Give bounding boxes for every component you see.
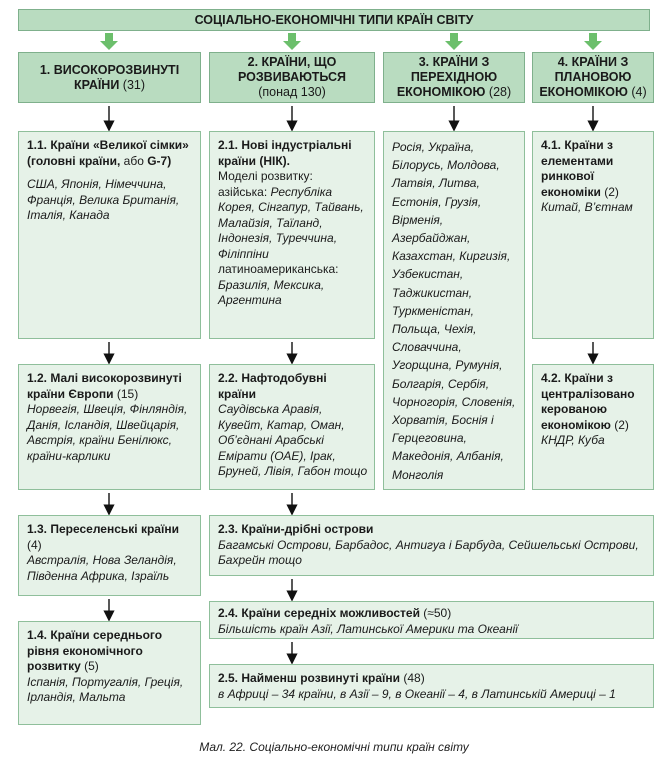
box-countries: в Африці – 34 країни, в Азії – 9, в Океанії – 4, в Латинській Америці – 1 [218, 686, 616, 701]
box-title-connector: або [120, 153, 148, 168]
box-count: (5) [80, 659, 99, 673]
box-title: 1.2. Малі високорозвинуті країни Європи [27, 371, 182, 401]
box-islands [209, 515, 654, 576]
box-transition-countries [383, 131, 525, 490]
box-count: (≈50) [419, 606, 452, 620]
box-oil [209, 364, 375, 490]
box-title: 2.1. Нові індустріальні країни (НІК). [218, 138, 352, 168]
box-title: 1.3. Переселенські країни [27, 522, 179, 536]
box-count: (4) [27, 537, 42, 552]
column-header-planned [532, 52, 654, 103]
column-header-title: 1. ВИСОКОРОЗВИНУТІ КРАЇНИ [39, 62, 180, 92]
box-g7 [18, 131, 201, 339]
figure-caption: Мал. 22. Соціально-економічні типи країн світу [199, 740, 469, 754]
box-models-label: Моделі розвитку: [218, 169, 313, 183]
box-title: 4.2. Країни з централізовано керованою економікою [541, 371, 635, 432]
box-title: 2.2. Нафтодобувні країни [218, 371, 327, 401]
box-countries: Китай, В’єтнам [541, 200, 633, 214]
box-least-developed [209, 664, 654, 708]
box-countries: США, Японія, Німеччина, Франція, Велика Британія, Італія, Канада [27, 177, 180, 222]
box-market-elements [532, 131, 654, 339]
box-centralized [532, 364, 654, 490]
box-title: 2.5. Найменш розвинуті країни [218, 671, 401, 685]
box-count: (15) [113, 386, 139, 401]
box-countries: Саудівська Аравія, Кувейт, Катар, Оман, Об’єднані Арабські Емірати (ОАЕ), Ірак, Бруней, Лівія, Габон тощо [218, 402, 368, 478]
box-middle-level [18, 621, 201, 725]
box-title: 1.1. Країни «Великої сімки» (головні країни, [27, 138, 189, 168]
box-count: (2) [610, 417, 629, 432]
column-header-developed [18, 52, 201, 103]
box-latin-label: латиноамериканська: [218, 262, 339, 276]
box-countries: Норвегія, Швеція, Фінляндія, Данія, Ісландія, Швейцарія, Австрія, країни Бенілюкс, країни-карлики [27, 402, 188, 463]
column-header-developing [209, 52, 375, 103]
column-header-title: 3. КРАЇНИ З ПЕРЕХІДНОЮ ЕКОНОМІКОЮ [396, 55, 498, 99]
column-header-transition [383, 52, 525, 103]
column-header-count: (28) [488, 85, 512, 99]
box-title-g7: G-7) [147, 153, 172, 168]
column-header-count: (понад 130) [258, 85, 326, 99]
box-countries: Росія, Україна, Білорусь, Молдова, Латвія, Литва, Естонія, Грузія, Вірменія, Азербайджан, Казахстан, Киргизія, Узбекистан, Таджикистан, Туркменістан, Польща, Чехія, Словаччина, Угорщина, Румунія, Болгарія, Сербія, Чорногорія, Словенія, Хорватія, Боснія і Герцеговина, Македонія, Албанія, Монголія [392, 140, 516, 482]
box-countries: Багамські Острови, Барбадос, Антигуа і Барбуда, Сейшельські Острови, Бахрейн тощо [218, 537, 639, 567]
box-latin-countries: Бразилія, Мексика, Аргентина [218, 277, 325, 307]
box-title: 2.4. Країни середніх можливостей [218, 606, 420, 620]
box-countries: Іспанія, Португалія, Греція, Ірландія, Мальта [27, 674, 184, 704]
box-count: (2) [600, 184, 619, 199]
box-middle-opportunity [209, 601, 654, 639]
green-arrows [100, 33, 602, 50]
box-nic [209, 131, 375, 339]
box-count: (48) [400, 671, 425, 685]
box-settler [18, 515, 201, 596]
column-header-title: 2. КРАЇНИ, ЩО РОЗВИВАЮТЬСЯ [237, 55, 347, 84]
box-asian-label: азійська: [218, 184, 268, 199]
box-countries: Більшість країн Азії, Латинської Америки та Океанії [218, 621, 518, 636]
box-title: 2.3. Країни-дрібні острови [218, 522, 374, 536]
box-title: 1.4. Країни середнього рівня економічного розвитку [27, 628, 163, 673]
box-title: 4.1. Країни з елементами ринкової економіки [541, 138, 614, 199]
diagram-title: СОЦІАЛЬНО-ЕКОНОМІЧНІ ТИПИ КРАЇН СВІТУ [18, 9, 650, 31]
column-header-count: (31) [122, 77, 146, 92]
column-header-count: (4) [631, 85, 647, 99]
box-countries: КНДР, Куба [541, 433, 605, 447]
column-header-title: 4. КРАЇНИ З ПЛАНОВОЮ ЕКОНОМІКОЮ [539, 55, 632, 99]
box-countries: Австралія, Нова Зеландія, Південна Африка, Ізраїль [27, 553, 177, 583]
box-asian-countries: Республіка Корея, Сінгапур, Тайвань, Малайзія, Таїланд, Індонезія, Туреччина, Філіппіни [218, 184, 364, 261]
box-small-europe [18, 364, 201, 490]
